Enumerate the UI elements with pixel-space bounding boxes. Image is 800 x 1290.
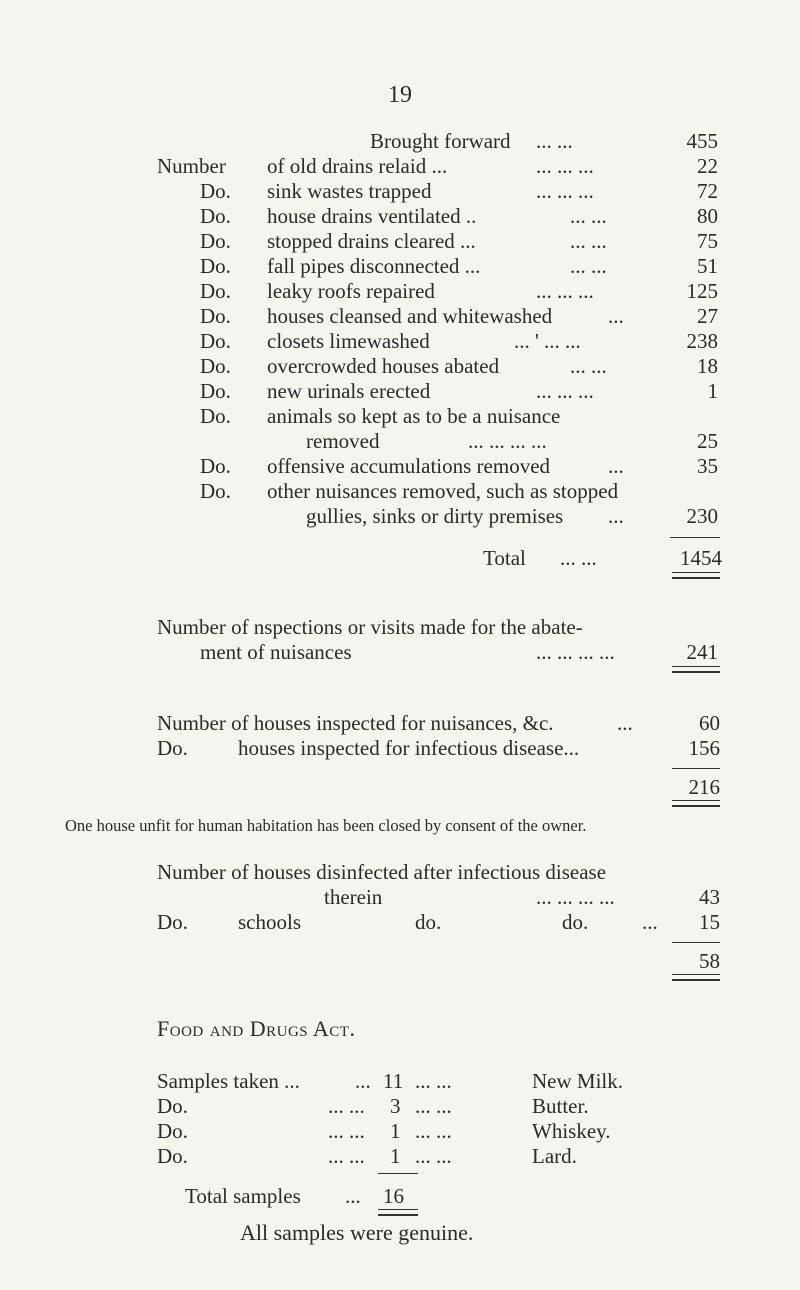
row-value: 72 (697, 179, 718, 203)
sample-item: New Milk. (532, 1069, 623, 1093)
brought-forward-value: 455 (686, 129, 718, 153)
inspections-text: Number of nspections or visits made for the abate- (157, 615, 583, 639)
row-prefix: Do. (200, 329, 231, 353)
sample-label: Do. (157, 1144, 188, 1168)
inspections-value: 241 (686, 640, 718, 664)
sample-count: 1 (390, 1119, 401, 1143)
row-dots: ... (608, 304, 624, 328)
row-text: new urinals erected (267, 379, 431, 403)
sample-count: 1 (390, 1144, 401, 1168)
disinfected-text-continued: therein (324, 885, 383, 909)
row-text: leaky roofs repaired (267, 279, 435, 303)
row-prefix: Do. (200, 204, 231, 228)
sample-label: Samples taken ... (157, 1069, 300, 1093)
inspections-double-rule (672, 666, 720, 673)
nuisance-total-label: Total (483, 546, 526, 570)
row-prefix: Do. (200, 454, 231, 478)
row-text: stopped drains cleared ... (267, 229, 476, 253)
disinfected-text: Number of houses disinfected after infectious disease (157, 860, 607, 884)
sample-dots: ... ... (415, 1119, 452, 1143)
row-dots: ... ... ... (536, 154, 594, 178)
samples-rule (378, 1173, 418, 1174)
row-value: 22 (697, 154, 718, 178)
sample-dots: ... ... (328, 1144, 365, 1168)
row-value: 238 (686, 329, 718, 353)
sample-dots: ... ... (415, 1144, 452, 1168)
houses-rule (672, 768, 720, 769)
row-text: fall pipes disconnected ... (267, 254, 481, 278)
food-drugs-heading: Food and Drugs Act. (157, 1016, 356, 1041)
closure-note: One house unfit for human habitation has been closed by consent of the owner. (65, 816, 587, 835)
total-samples-dots: ... (345, 1184, 361, 1208)
houses-inspected-total: 216 (688, 775, 720, 799)
row-text-continued: gullies, sinks or dirty premises (306, 504, 564, 528)
row-dots: ... ... (570, 354, 607, 378)
nuisance-total-dots: ... ... (560, 546, 597, 570)
row-prefix: Do. (157, 736, 188, 760)
row-text: offensive accumulations removed (267, 454, 551, 478)
row-text: sink wastes trapped (267, 179, 432, 203)
houses-inspected-value: 60 (699, 711, 720, 735)
houses-inspected-text: Number of houses inspected for nuisances, &c. (157, 711, 554, 735)
row-dots: ... (608, 504, 624, 528)
row-value: 18 (697, 354, 718, 378)
row-text-continued: removed (306, 429, 380, 453)
sample-item: Lard. (532, 1144, 577, 1168)
schools-text: schools (238, 910, 301, 934)
row-text: animals so kept as to be a nuisance (267, 404, 561, 428)
row-dots: ... ... ... (536, 379, 594, 403)
inspections-text-continued: ment of nuisances (200, 640, 352, 664)
schools-dots: ... (642, 910, 658, 934)
schools-value: 15 (699, 910, 720, 934)
houses-double-rule (672, 800, 720, 807)
row-prefix: Do. (200, 229, 231, 253)
sample-item: Butter. (532, 1094, 589, 1118)
total-double-rule (672, 572, 720, 579)
row-dots: ... ' ... ... (514, 329, 581, 353)
row-dots: ... ... (570, 204, 607, 228)
row-prefix: Do. (200, 354, 231, 378)
row-prefix: Do. (200, 304, 231, 328)
sample-dots: ... (355, 1069, 371, 1093)
disinfected-dots: ... ... ... ... (536, 885, 615, 909)
inspections-dots: ... ... ... ... (536, 640, 615, 664)
row-value: 230 (686, 504, 718, 528)
sample-dots: ... ... (328, 1094, 365, 1118)
row-prefix: Do. (200, 279, 231, 303)
row-text: house drains ventilated .. (267, 204, 477, 228)
sample-item: Whiskey. (532, 1119, 611, 1143)
samples-double-rule (378, 1209, 418, 1216)
sample-dots: ... ... (415, 1069, 452, 1093)
sample-label: Do. (157, 1119, 188, 1143)
genuine-note: All samples were genuine. (240, 1220, 474, 1245)
row-text: other nuisances removed, such as stopped (267, 479, 619, 503)
infectious-inspected-value: 156 (688, 736, 720, 760)
row-dots: ... ... (570, 229, 607, 253)
sample-count: 11 (383, 1069, 404, 1093)
row-prefix: Do. (200, 379, 231, 403)
disinfected-double-rule (672, 974, 720, 981)
row-dots: ... (608, 454, 624, 478)
ditto-2: do. (562, 910, 589, 934)
ditto-1: do. (415, 910, 442, 934)
disinfected-total: 58 (699, 949, 720, 973)
sample-dots: ... ... (328, 1119, 365, 1143)
row-text: houses cleansed and whitewashed (267, 304, 553, 328)
brought-forward-label: Brought forward (370, 129, 511, 153)
brought-forward-dots: ... ... (536, 129, 573, 153)
houses-inspected-dots: ... (617, 711, 633, 735)
row-dots: ... ... ... ... (468, 429, 547, 453)
disinfected-value: 43 (699, 885, 720, 909)
row-value: 27 (697, 304, 718, 328)
row-prefix: Number (157, 154, 226, 178)
row-value: 25 (697, 429, 718, 453)
row-prefix: Do. (200, 254, 231, 278)
total-samples-label: Total samples (185, 1184, 301, 1208)
row-text: overcrowded houses abated (267, 354, 500, 378)
row-value: 51 (697, 254, 718, 278)
row-prefix: Do. (200, 479, 231, 503)
sample-label: Do. (157, 1094, 188, 1118)
sample-dots: ... ... (415, 1094, 452, 1118)
total-samples-value: 16 (383, 1184, 404, 1208)
total-rule (670, 537, 720, 538)
row-text: closets limewashed (267, 329, 430, 353)
row-value: 75 (697, 229, 718, 253)
nuisance-total-value: 1454 (680, 546, 722, 570)
infectious-inspected-text: houses inspected for infectious disease... (238, 736, 580, 760)
row-dots: ... ... ... (536, 179, 594, 203)
row-prefix: Do. (200, 404, 231, 428)
row-prefix: Do. (157, 910, 188, 934)
row-value: 1 (707, 379, 718, 403)
row-value: 80 (697, 204, 718, 228)
row-value: 125 (686, 279, 718, 303)
row-text: of old drains relaid ... (267, 154, 448, 178)
disinfected-rule (672, 942, 720, 943)
row-dots: ... ... ... (536, 279, 594, 303)
page-number: 19 (388, 82, 412, 108)
sample-count: 3 (390, 1094, 401, 1118)
row-prefix: Do. (200, 179, 231, 203)
row-dots: ... ... (570, 254, 607, 278)
row-value: 35 (697, 454, 718, 478)
